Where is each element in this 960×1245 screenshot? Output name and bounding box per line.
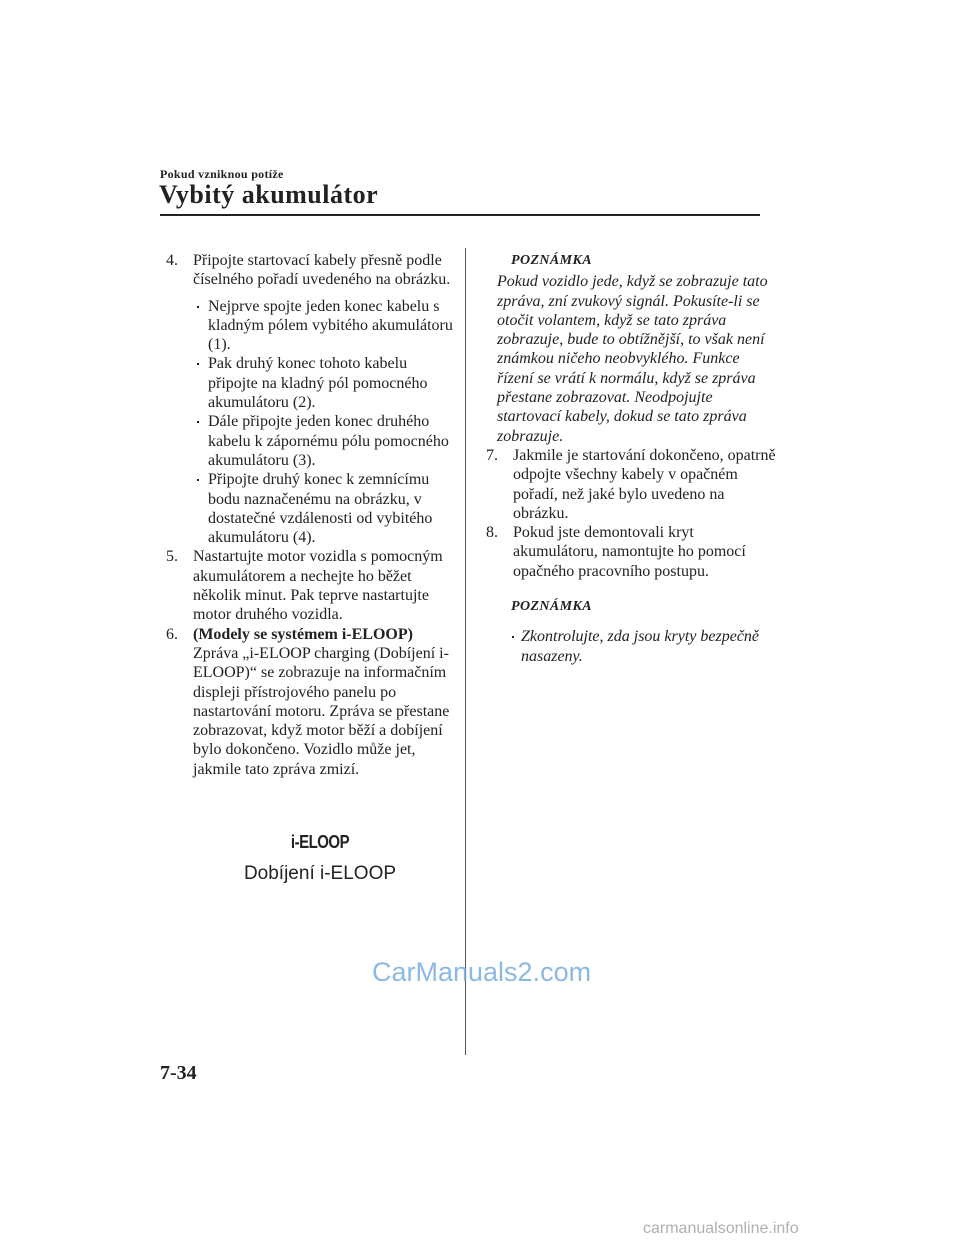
note-heading: POZNÁMKA [511,599,592,615]
step-text: Pokud jste demontovali kryt akumulátoru, namontujte ho pomocí opačného pracovního postupu. [513,524,746,580]
step-7 [486,446,776,523]
list-item: Pak druhý konec tohoto kabelu připojte na kladný pól pomocného akumulátoru (2). [195,354,456,412]
step-5 [166,547,456,624]
note-text: Pokud vozidlo jede, když se zobrazuje tato zpráva, zní zvukový signál. Pokusíte-li se otočit volantem, když se tato zpráva zobrazuje, bude to obtížnější, to však není známkou ničeho neobvyklého. Funkce řízení se vrátí k normálu, když se zpráva přestane zobrazovat. Neodpojujte startovací kabely, dokud se tato zpráva zobrazuje. [497,273,768,445]
left-column [166,251,456,779]
site-watermark: carmanualsonline.info [643,1220,799,1237]
step-text: Zpráva „i-ELOOP charging (Dobíjení i-ELOOP)“ se zobrazuje na informačním displeji přístrojového panelu po nastartování motoru. Zpráva se přestane zobrazovat, když motor běží a dobíjení bylo dokončeno. Vozidlo může jet, jakmile tato zpráva zmizí. [193,644,450,778]
note-heading: POZNÁMKA [511,253,592,268]
step-number: 6. [166,625,178,643]
column-divider [465,248,466,1055]
step-4 [166,251,456,290]
step-number: 7. [486,446,498,464]
list-item: Dále připojte jeden konec druhého kabelu k zápornému pólu pomocného akumulátoru (3). [195,412,456,470]
step-6 [166,625,456,779]
step-8 [486,523,776,581]
step-number: 8. [486,524,498,542]
step-text: Připojte startovací kabely přesně podle číselného pořadí uvedeného na obrázku. [193,252,451,289]
step-heading: (Modely se systémem i-ELOOP) [193,625,413,643]
section-label: Pokud vzniknou potíže [160,167,284,181]
note-bullets [486,627,776,666]
right-column [486,251,776,666]
watermark: CarManuals2.com [372,957,592,987]
figure-caption: Dobíjení i-ELOOP [243,863,397,884]
step-text: Jakmile je startování dokončeno, opatrně odpojte všechny kabely v opačném pořadí, než jaké bylo uvedeno na obrázku. [513,446,776,522]
step-number: 5. [166,548,178,566]
step-4-bullets [166,297,456,548]
page-title: Vybitý akumulátor [159,180,379,209]
list-item: Nejprve spojte jeden konec kabelu s kladným pólem vybitého akumulátoru (1). [195,297,456,355]
list-item: Připojte druhý konec k zemnícímu bodu naznačenému na obrázku, v dostatečné vzdálenosti od vybitého akumulátoru (4). [195,470,456,547]
i-eloop-figure [240,834,400,894]
step-text: Nastartujte motor vozidla s pomocným akumulátorem a nechejte ho běžet několik minut. Pak teprve nastartujte motor druhého vozidla. [193,548,443,624]
step-number: 4. [166,252,178,269]
title-rule [160,214,760,216]
list-item: Zkontrolujte, zda jsou kryty bezpečně nasazeny. [511,627,776,666]
i-eloop-logo: i-ELOOP [290,832,350,853]
page-number: 7-34 [160,1062,197,1084]
